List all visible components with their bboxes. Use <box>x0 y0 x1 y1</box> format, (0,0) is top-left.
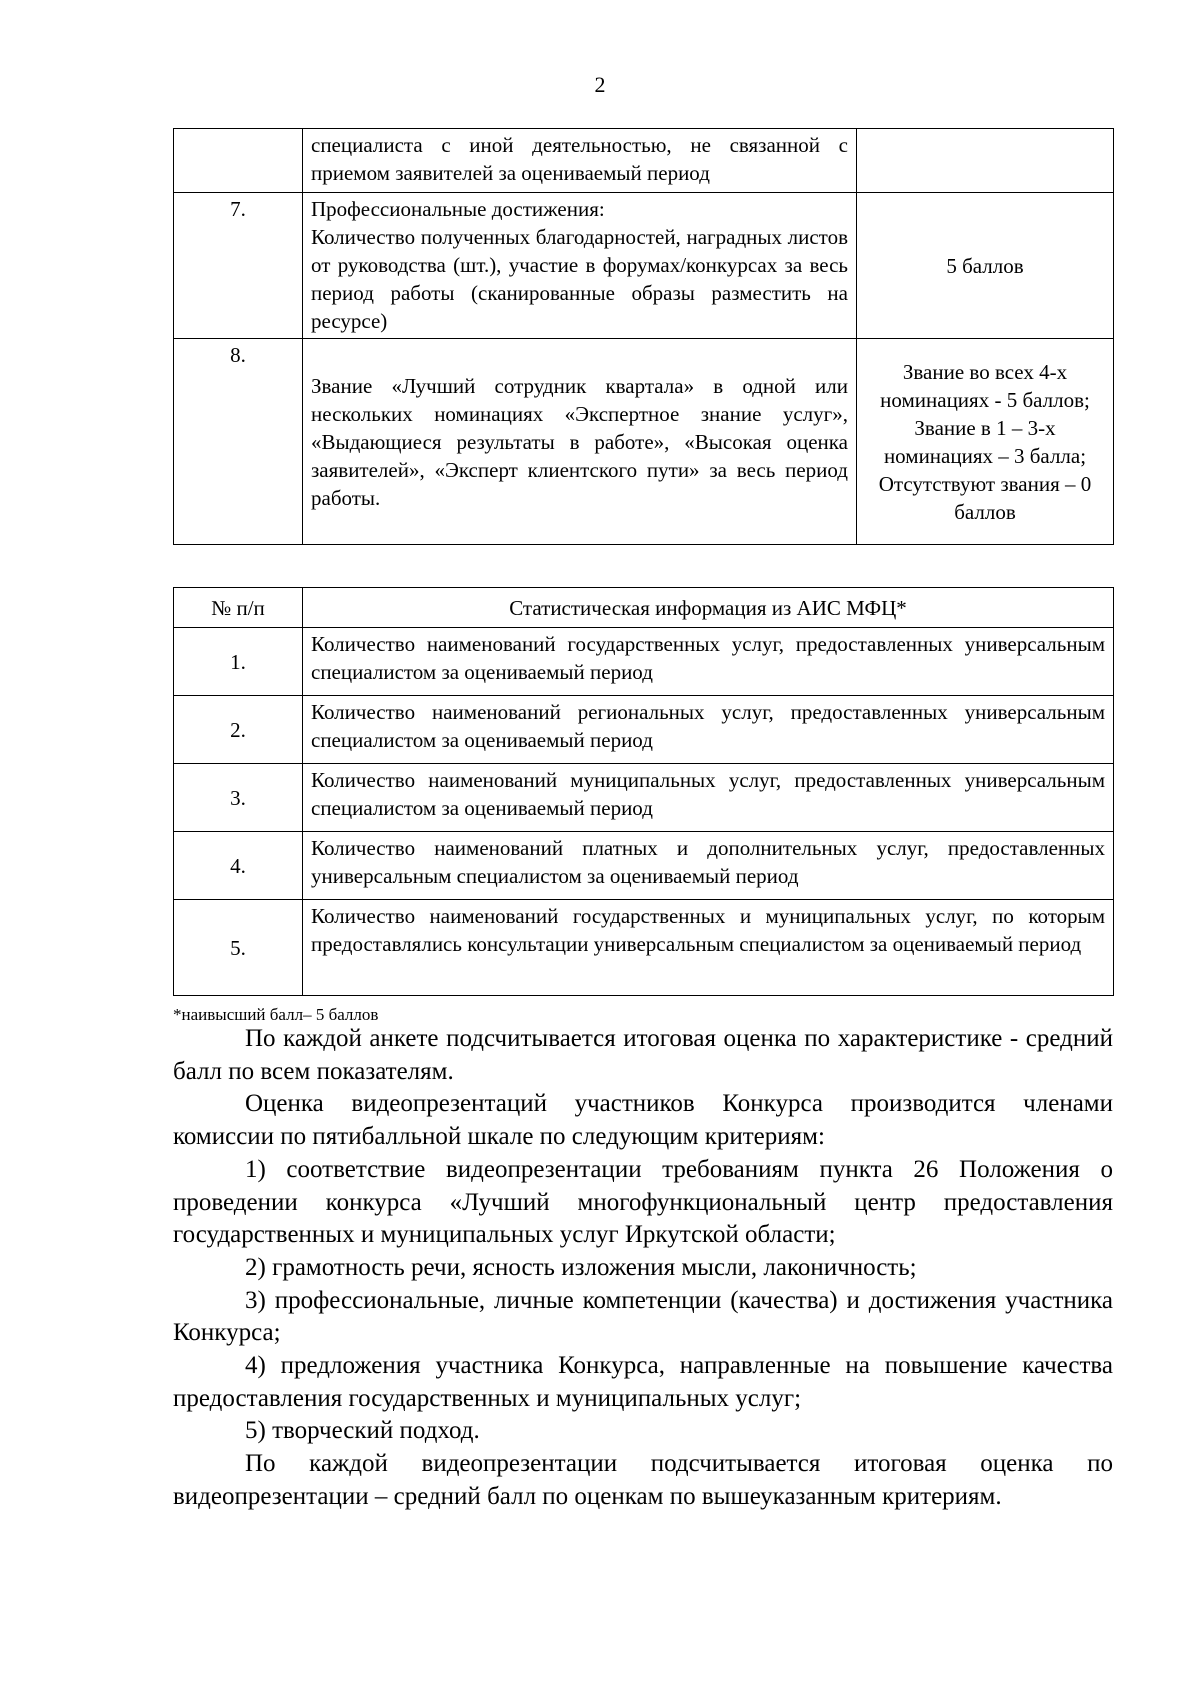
table-row <box>174 832 1114 900</box>
row-number: 1. <box>174 628 303 696</box>
body-text <box>173 1023 1113 1514</box>
header-number: № п/п <box>174 588 303 628</box>
statistic-text: Количество наименований региональных услуг, предоставленных универсальным специалистом за оцениваемый период <box>303 696 1114 764</box>
row-number: 7. <box>174 193 303 339</box>
statistic-text: Количество наименований государственных и муниципальных услуг, по которым предоставлялись консультации универсальным специалистом за оцениваемый период <box>303 900 1114 996</box>
paragraph: По каждой видеопрезентации подсчитывается итоговая оценка по видеопрезентации – средний балл по оценкам по вышеуказанным критериям. <box>173 1450 1113 1510</box>
paragraph: 5) творческий подход. <box>245 1417 480 1445</box>
table-row <box>174 193 1114 339</box>
header-title: Статистическая информация из АИС МФЦ* <box>303 588 1114 628</box>
criteria-table <box>173 128 1114 545</box>
footnote: *наивысший балл– 5 баллов <box>173 1005 379 1024</box>
paragraph: По каждой анкете подсчитывается итоговая оценка по характеристике - средний балл по всем показателям. <box>173 1025 1113 1085</box>
row-number: 3. <box>174 764 303 832</box>
row-number: 5. <box>174 900 303 996</box>
criterion-score: 5 баллов <box>857 193 1114 339</box>
criterion-text <box>303 193 857 339</box>
paragraph: 3) профессиональные, личные компетенции (качества) и достижения участника Конкурса; <box>173 1286 1113 1347</box>
statistic-text: Количество наименований муниципальных услуг, предоставленных универсальным специалистом за оцениваемый период <box>303 764 1114 832</box>
criterion-text: Звание «Лучший сотрудник квартала» в одной или нескольких номинациях «Экспертное знание услуг», «Выдающиеся результаты в работе», «Высокая оценка заявителей», «Эксперт клиентского пути» за весь период работы. <box>303 339 857 545</box>
table-row <box>174 764 1114 832</box>
page-number: 2 <box>594 72 606 97</box>
paragraph: 2) грамотность речи, ясность изложения мысли, лаконичность; <box>245 1253 917 1281</box>
criterion-detail: Количество полученных благодарностей, наградных листов от руководства (шт.), участие в форумах/конкурсах за весь период работы (сканированные образы разместить на ресурсе) <box>311 225 848 333</box>
table-row <box>174 900 1114 996</box>
table-row <box>174 696 1114 764</box>
statistic-text: Количество наименований государственных услуг, предоставленных универсальным специалистом за оцениваемый период <box>303 628 1114 696</box>
criterion-score: Звание во всех 4-х номинациях - 5 баллов; Звание в 1 – 3-х номинациях – 3 балла; Отсутствуют звания – 0 баллов <box>857 339 1114 545</box>
criterion-text: специалиста с иной деятельностью, не связанной с приемом заявителей за оцениваемый период <box>303 129 857 193</box>
row-number <box>174 129 303 193</box>
table-row <box>174 129 1114 193</box>
statistics-table <box>173 587 1114 996</box>
table-header-row <box>174 588 1114 628</box>
paragraph: Оценка видеопрезентаций участников Конкурса производится членами комиссии по пятибалльной шкале по следующим критериям: <box>173 1090 1113 1151</box>
criterion-heading: Профессиональные достижения: <box>311 197 605 221</box>
row-number: 2. <box>174 696 303 764</box>
paragraph: 1) соответствие видеопрезентации требованиям пункта 26 Положения о проведении конкурса «Лучший многофункциональный центр предоставления государственных и муниципальных услуг Иркутской области; <box>173 1155 1113 1249</box>
paragraph: 4) предложения участника Конкурса, направленные на повышение качества предоставления государственных и муниципальных услуг; <box>173 1352 1113 1412</box>
statistic-text: Количество наименований платных и дополнительных услуг, предоставленных универсальным специалистом за оцениваемый период <box>303 832 1114 900</box>
criterion-score <box>857 129 1114 193</box>
row-number: 8. <box>174 339 303 545</box>
row-number: 4. <box>174 832 303 900</box>
table-row <box>174 339 1114 545</box>
table-row <box>174 628 1114 696</box>
